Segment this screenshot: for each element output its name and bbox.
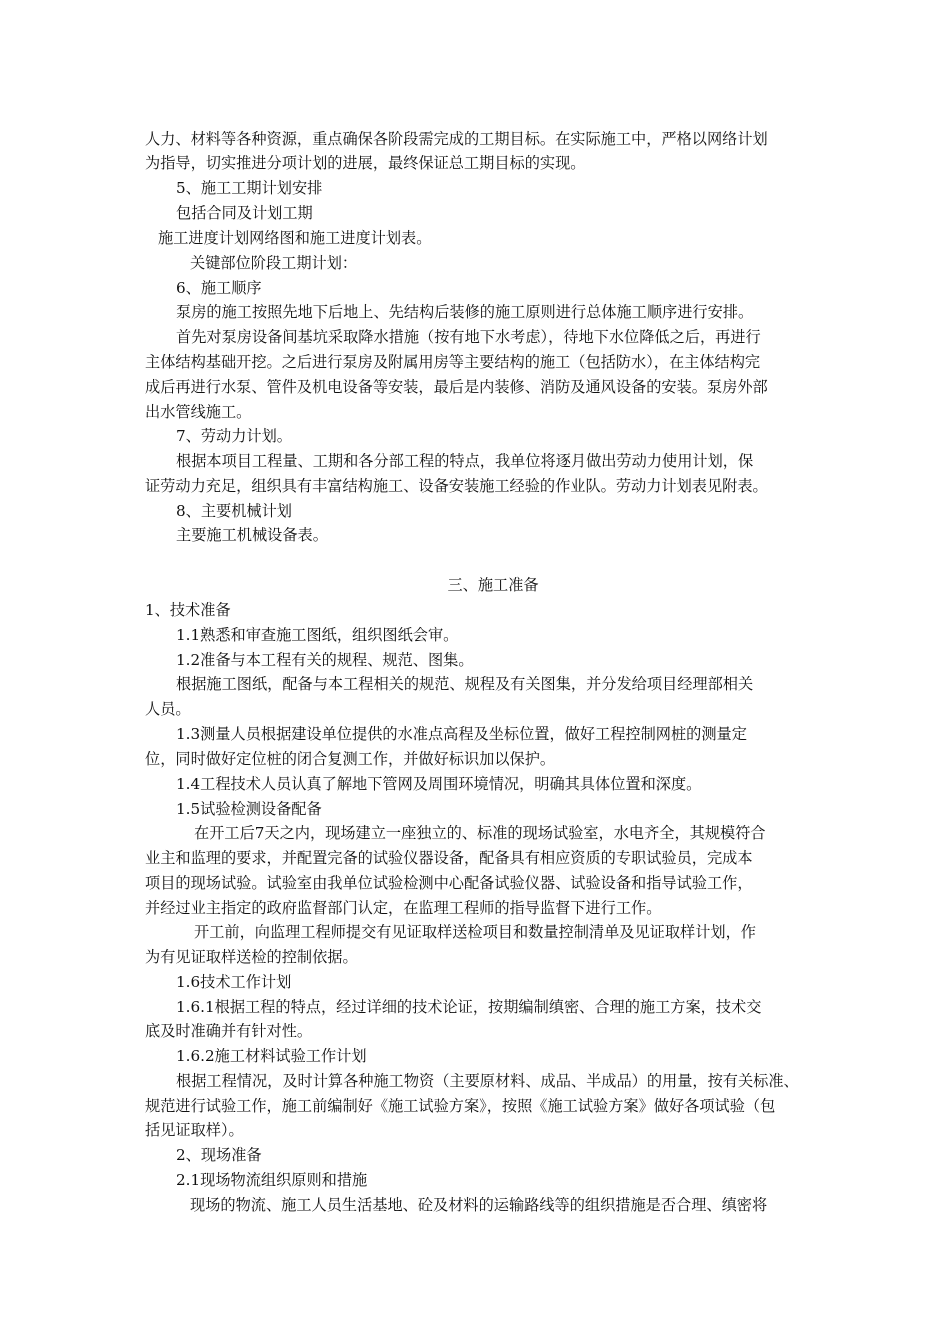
- chapter-title: 三、施工准备: [447, 576, 539, 594]
- text-line: 现场的物流、施工人员生活基地、砼及材料的运输路线等的组织措施是否合理、缜密将: [190, 1196, 768, 1214]
- text-line: 证劳动力充足，组织具有丰富结构施工、设备安装施工经验的作业队。劳动力计划表见附表。: [145, 477, 768, 495]
- text-line: 1.6.2施工材料试验工作计划: [176, 1047, 367, 1065]
- text-line: 1.3测量人员根据建设单位提供的水准点高程及坐标位置，做好工程控制网桩的测量定: [176, 725, 747, 743]
- text-line: 主要施工机械设备表。: [176, 526, 328, 544]
- text-line: 成后再进行水泵、管件及机电设备等安装，最后是内装修、消防及通风设备的安装。泵房外部: [145, 378, 768, 396]
- section-heading: 8、主要机械计划: [176, 502, 292, 520]
- text-line: 为有见证取样送检的控制依据。: [145, 948, 358, 966]
- text-line: 并经过业主指定的政府监督部门认定，在监理工程师的指导监督下进行工作。: [145, 899, 662, 917]
- text-line: 为指导，切实推进分项计划的进展，最终保证总工期目标的实现。: [145, 154, 586, 172]
- text-line: 泵房的施工按照先地下后地上、先结构后装修的施工原则进行总体施工顺序进行安排。: [176, 303, 754, 321]
- text-line: 根据施工图纸，配备与本工程相关的规范、规程及有关图集，并分发给项目经理部相关: [176, 675, 754, 693]
- text-line: 1.4工程技术人员认真了解地下管网及周围环境情况，明确其具体位置和深度。: [176, 775, 702, 793]
- text-line: 底及时准确并有针对性。: [145, 1022, 313, 1040]
- text-line: 项目的现场试验。试验室由我单位试验检测中心配备试验仪器、试验设备和指导试验工作，: [145, 874, 753, 892]
- text-line: 1.2准备与本工程有关的规程、规范、图集。: [176, 651, 474, 669]
- section-heading: 6、施工顺序: [176, 279, 262, 297]
- text-line: 2.1现场物流组织原则和措施: [176, 1171, 368, 1189]
- text-line: 开工前，向监理工程师提交有见证取样送检项目和数量控制清单及见证取样计划，作: [194, 923, 756, 941]
- text-line: 包括合同及计划工期: [176, 204, 313, 222]
- text-line: 施工进度计划网络图和施工进度计划表。: [158, 229, 432, 247]
- text-line: 位，同时做好定位桩的闭合复测工作，并做好标识加以保护。: [145, 750, 556, 768]
- text-line: 在开工后7天之内，现场建立一座独立的、标准的现场试验室，水电齐全，其规模符合: [194, 824, 766, 842]
- section-heading: 2、现场准备: [176, 1146, 262, 1164]
- section-heading: 5、施工工期计划安排: [176, 179, 323, 197]
- text-line: 业主和监理的要求，并配置完备的试验仪器设备，配备具有相应资质的专职试验员，完成本: [145, 849, 753, 867]
- text-line: 人员。: [145, 700, 191, 718]
- text-line: 括见证取样）。: [145, 1121, 244, 1139]
- text-line: 1.1熟悉和审查施工图纸，组织图纸会审。: [176, 626, 459, 644]
- text-line: 1.6技术工作计划: [176, 973, 292, 991]
- text-line: 规范进行试验工作，施工前编制好《施工试验方案》，按照《施工试验方案》做好各项试验（包: [145, 1097, 776, 1115]
- text-line: 1.6.1根据工程的特点，经过详细的技术论证，按期编制缜密、合理的施工方案，技术交: [176, 998, 762, 1016]
- text-line: 主体结构基础开挖。之后进行泵房及附属用房等主要结构的施工（包括防水），在主体结构完: [145, 353, 761, 371]
- text-line: 人力、材料等各种资源，重点确保各阶段需完成的工期目标。在实际施工中，严格以网络计划: [145, 130, 768, 148]
- text-line: 出水管线施工。: [145, 403, 252, 421]
- text-line: 根据本项目工程量、工期和各分部工程的特点，我单位将逐月做出劳动力使用计划，保: [176, 452, 754, 470]
- text-line: 根据工程情况，及时计算各种施工物资（主要原材料、成品、半成品）的用量，按有关标准、: [176, 1072, 799, 1090]
- section-heading: 7、劳动力计划。: [176, 427, 292, 445]
- text-line: 首先对泵房设备间基坑采取降水措施（按有地下水考虑），待地下水位降低之后，再进行: [176, 328, 761, 346]
- text-line: 关键部位阶段工期计划：: [190, 254, 358, 272]
- text-line: 1.5试验检测设备配备: [176, 800, 322, 818]
- section-heading: 1、技术准备: [145, 601, 231, 619]
